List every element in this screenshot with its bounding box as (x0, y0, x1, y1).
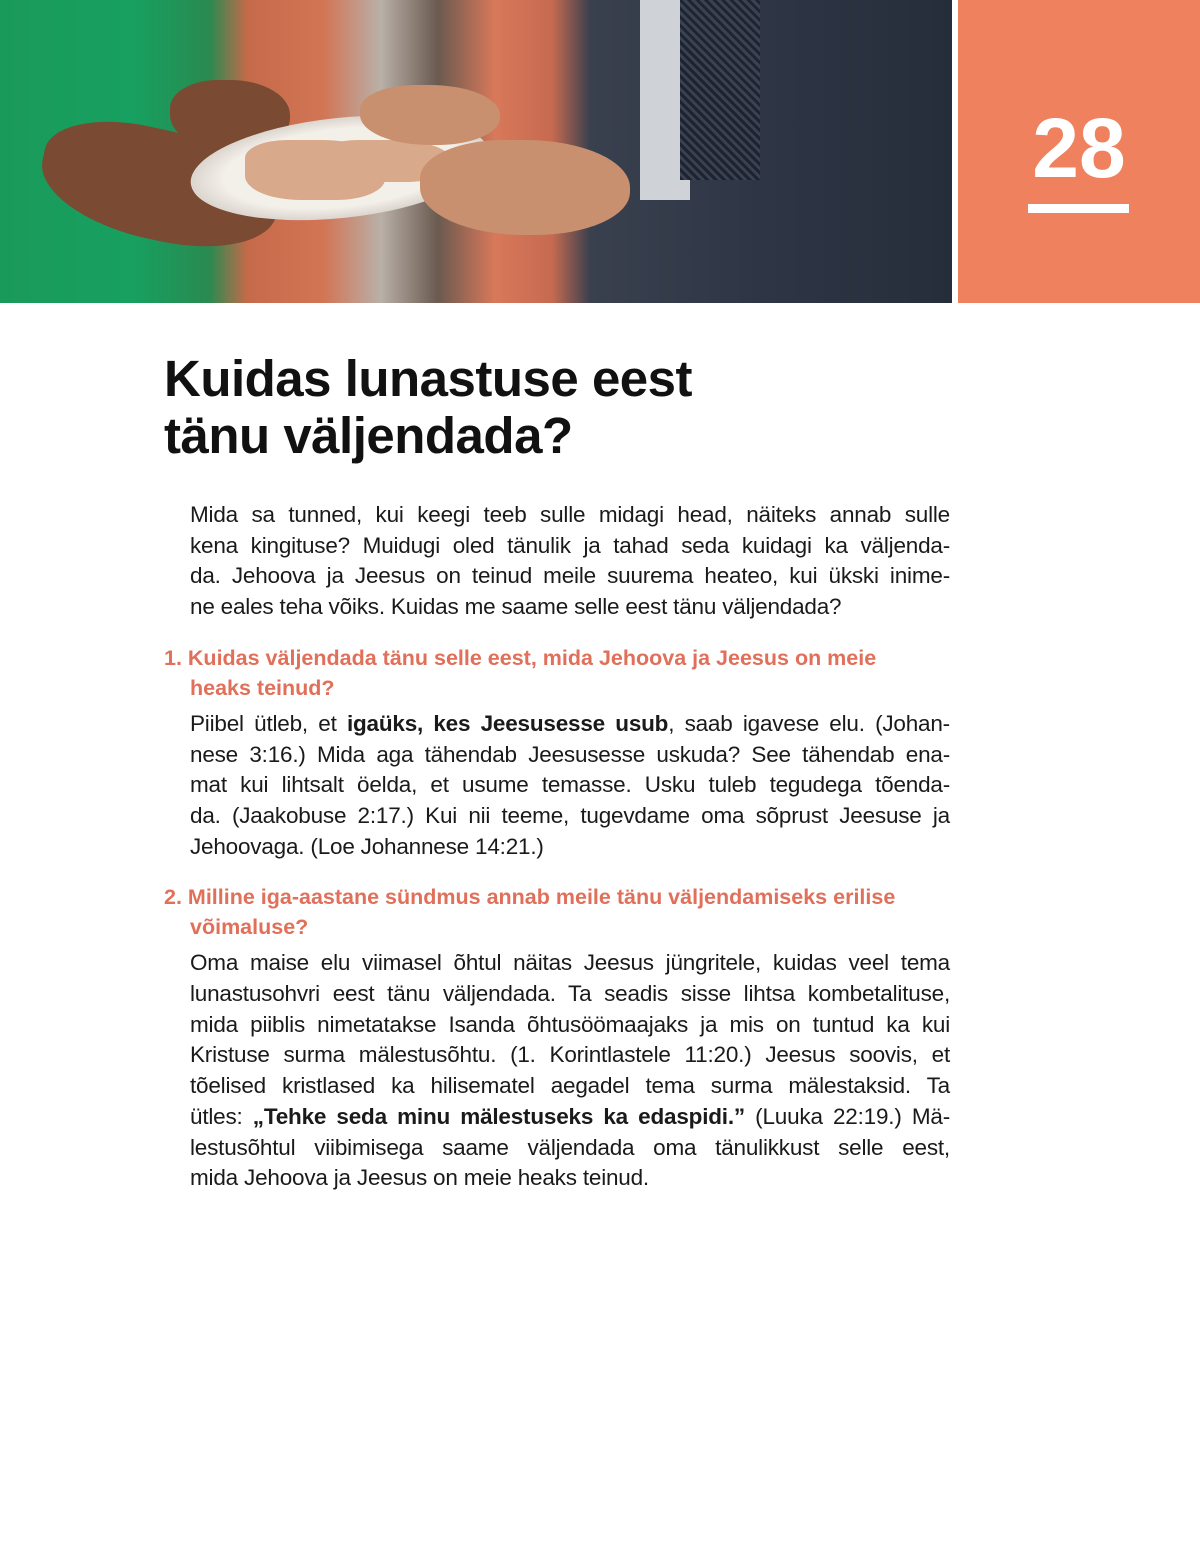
text-line (190, 948, 950, 979)
text-line (190, 709, 950, 740)
chapter-number: 28 (1032, 101, 1126, 195)
text: da. (Jaakobuse 2:17.) Kui nii teeme, tugevdame oma sõprust Jeesuse ja (190, 802, 950, 828)
text: lunastusohvri eest tänu väljendada. Ta seadis sisse lihtsa kombetalituse, (190, 981, 950, 1007)
title-line: tänu väljendada? (164, 407, 573, 464)
text-line (190, 592, 950, 623)
title-line: Kuidas lunastuse eest (164, 350, 693, 407)
question-line: võimaluse? (190, 915, 309, 940)
question-line: 1. Kuidas väljendada tänu selle eest, mida Jehoova ja Jeesus on meie (164, 645, 877, 670)
chapter-badge (958, 0, 1200, 303)
text-line (190, 770, 950, 801)
bold-text: igaüks, kes Jeesusesse usub (346, 710, 669, 736)
answer-paragraph (190, 709, 950, 863)
text: mida piiblis nimetatakse Isanda õhtusöömaajaks ja mis on tuntud ka kui (190, 1011, 950, 1037)
tie (680, 0, 760, 180)
text: Jehoovaga. (Loe Johannese 14:21.) (190, 833, 544, 859)
text-line (190, 1102, 950, 1133)
text: Oma maise elu viimasel õhtul näitas Jeesus jüngritele, kuidas veel tema (190, 950, 950, 976)
question-line: 2. Milline iga-aastane sündmus annab meile tänu väljendamiseks erilise (164, 885, 896, 910)
question-heading (164, 643, 950, 703)
text: Kristuse surma mälestusõhtu. (1. Korintlastele 11:20.) Jeesus soovis, et (190, 1042, 950, 1068)
text: Piibel ütleb, et (190, 710, 347, 736)
header-photo (0, 0, 952, 303)
text-line (190, 979, 950, 1010)
answer-paragraph (190, 948, 950, 1194)
text: , saab igavese elu. (Johan- (668, 710, 950, 736)
bold-text: „Tehke seda minu mälestuseks ka edaspidi.” (252, 1103, 745, 1129)
hand-right-upper (360, 85, 500, 145)
text-line (190, 740, 950, 771)
text-line (190, 801, 950, 832)
text: kena kingituse? Muidugi oled tänulik ja tahad seda kuidagi ka väljenda- (190, 532, 950, 558)
text-line (190, 1133, 950, 1164)
text-line (190, 531, 950, 562)
text-line (190, 832, 950, 863)
text-line (190, 1010, 950, 1041)
text-line (190, 1163, 950, 1194)
page-title (164, 350, 692, 464)
text-line (190, 561, 950, 592)
question-line: heaks teinud? (190, 675, 335, 700)
text-line (190, 1040, 950, 1071)
text-line (190, 1071, 950, 1102)
text: nese 3:16.) Mida aga tähendab Jeesusesse uskuda? See tähendab ena- (190, 741, 950, 767)
question-heading (164, 882, 950, 942)
text: lestusõhtul viibimisega saame väljendada oma tänulikkust selle eest, (190, 1134, 950, 1160)
text: mat kui lihtsalt öelda, et usume temasse. Usku tuleb tegudega tõenda- (190, 772, 950, 798)
intro-paragraph (190, 500, 950, 623)
text: ne eales teha võiks. Kuidas me saame selle eest tänu väljendada? (190, 594, 842, 620)
text: tõelised kristlased ka hilisematel aegadel tema surma mälestaksid. Ta (190, 1073, 950, 1099)
hand-right (420, 140, 630, 235)
text: da. Jehoova ja Jeesus on teinud meile suurema heateo, kui ükski inime- (190, 563, 950, 589)
article-body (164, 500, 950, 1194)
text: Mida sa tunned, kui keegi teeb sulle midagi head, näiteks annab sulle (190, 502, 950, 527)
text-line (190, 500, 950, 531)
text: ütles: (190, 1103, 253, 1129)
text: mida Jehoova ja Jeesus on meie heaks teinud. (190, 1165, 649, 1191)
text: (Luuka 22:19.) Mä- (744, 1103, 950, 1129)
chapter-underline (1028, 204, 1129, 213)
